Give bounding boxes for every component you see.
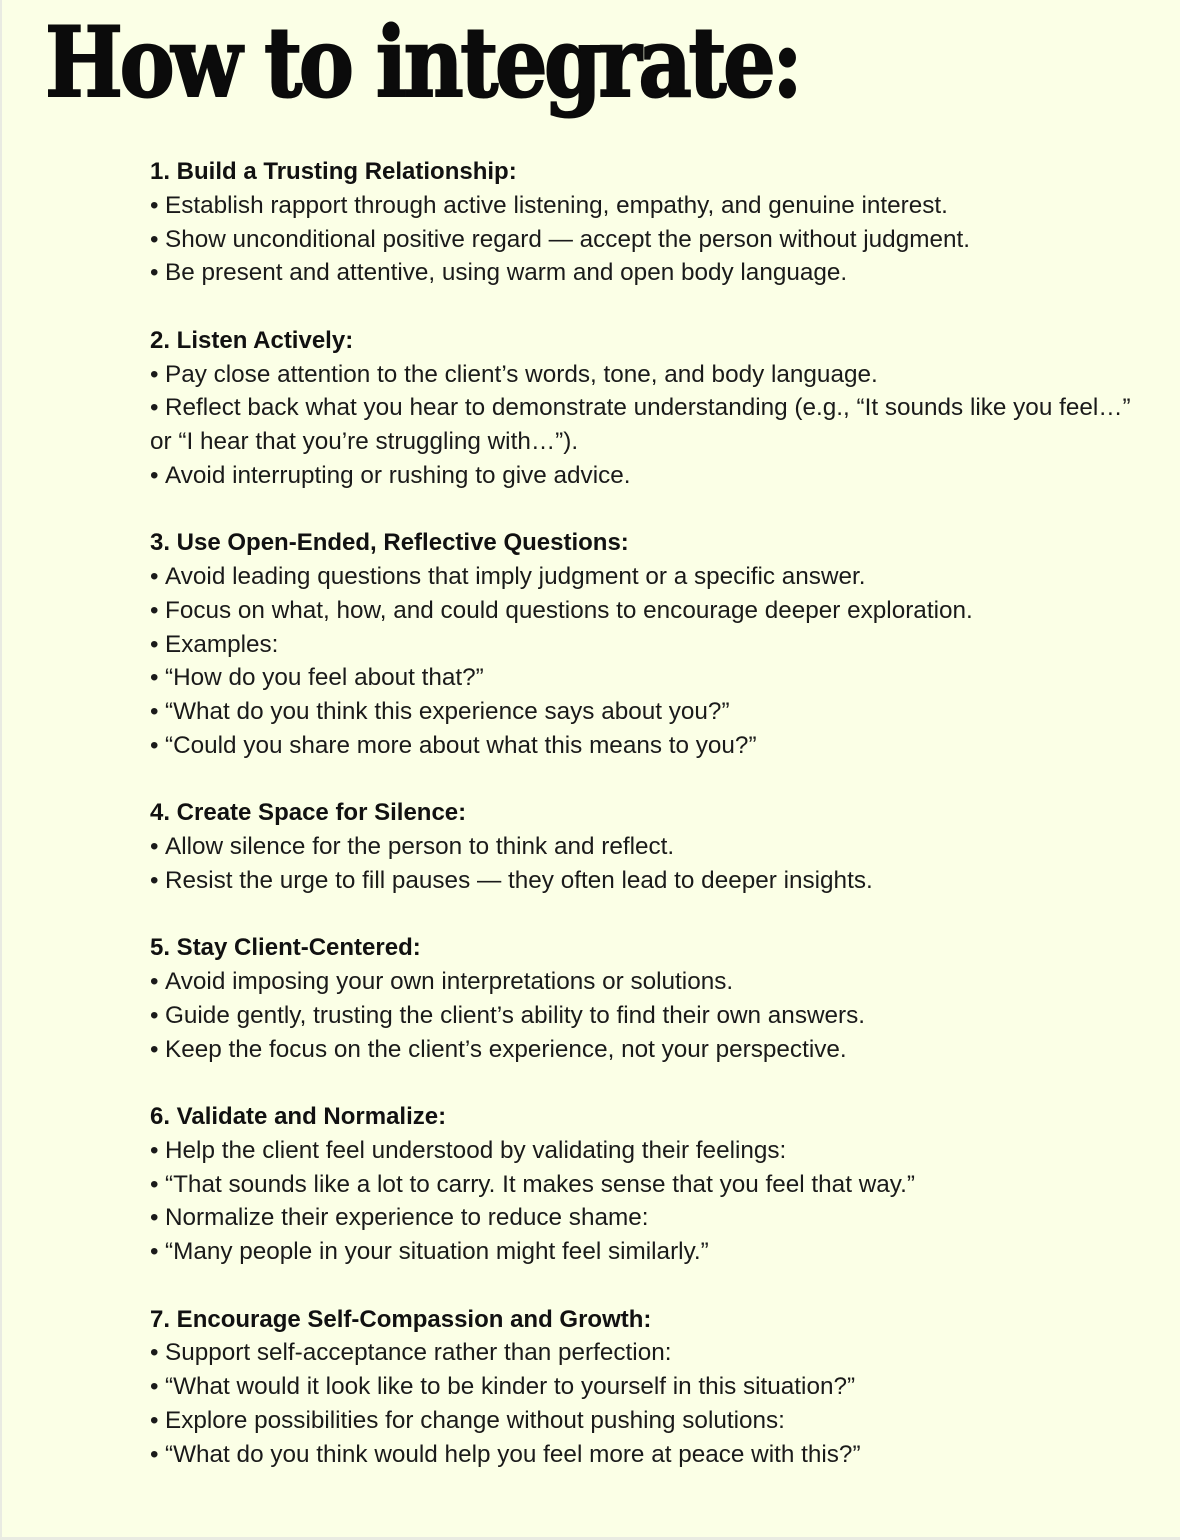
bullet-icon: • — [150, 1035, 159, 1063]
list-item-text: Establish rapport through active listening, empathy, and genuine interest. — [165, 191, 948, 219]
list-item — [150, 830, 1150, 864]
list-item-text: Normalize their experience to reduce shame: — [165, 1204, 649, 1232]
list-item — [150, 459, 1150, 493]
list-item-text: Reflect back what you hear to demonstrate understanding (e.g., “It sounds like you feel…” or “I hear that you’re struggling with…”). — [150, 394, 1131, 455]
list-item-text: “How do you feel about that?” — [165, 664, 484, 692]
list-item — [150, 223, 1150, 257]
list-item-text: Examples: — [165, 630, 279, 658]
bullet-icon: • — [150, 563, 159, 590]
page-title: How to integrate: — [45, 6, 800, 119]
list-item-text: “Many people in your situation might feel similarly.” — [165, 1238, 709, 1265]
list-item — [150, 1134, 1150, 1168]
bullet-icon: • — [150, 360, 159, 388]
list-item-text: Help the client feel understood by validating their feelings: — [165, 1136, 787, 1164]
section-heading: 4. Create Space for Silence: — [150, 799, 467, 827]
list-item-text: “What do you think this experience says about you?” — [165, 698, 730, 725]
list-item-text: Support self-acceptance rather than perfection: — [165, 1339, 672, 1367]
list-item — [150, 999, 1150, 1033]
list-item — [150, 256, 1150, 290]
section-self-compassion — [150, 1303, 1150, 1472]
section-heading: 7. Encourage Self-Compassion and Growth: — [150, 1305, 652, 1333]
bullet-icon: • — [150, 1238, 159, 1265]
list-item — [150, 729, 1150, 763]
bullet-icon: • — [150, 731, 159, 759]
section-listen-actively — [150, 324, 1150, 493]
list-item — [150, 189, 1150, 223]
list-item — [150, 864, 1150, 898]
section-trusting-relationship — [150, 155, 1150, 290]
bullet-icon: • — [150, 1204, 159, 1232]
list-item-text: Allow silence for the person to think and reflect. — [165, 833, 675, 860]
section-client-centered — [150, 931, 1150, 1066]
bullet-icon: • — [150, 1170, 159, 1198]
list-item — [150, 358, 1150, 392]
list-item-text: Explore possibilities for change without pushing solutions: — [165, 1406, 785, 1434]
bullet-icon: • — [150, 1406, 159, 1434]
list-item — [150, 628, 1150, 662]
bullet-icon: • — [150, 191, 159, 219]
document-page — [2, 0, 1180, 1537]
list-item-text: “Could you share more about what this means to you?” — [165, 731, 757, 759]
list-item-text: Focus on what, how, and could questions to encourage deeper exploration. — [165, 596, 973, 624]
bullet-icon: • — [150, 1373, 159, 1400]
list-item — [150, 391, 1150, 459]
list-item — [150, 1370, 1150, 1404]
bullet-icon: • — [150, 225, 159, 253]
list-item — [150, 695, 1150, 729]
bullet-icon: • — [150, 664, 159, 692]
bullet-icon: • — [150, 259, 159, 287]
bullet-icon: • — [150, 833, 159, 860]
section-heading: 3. Use Open-Ended, Reflective Questions: — [150, 529, 629, 557]
list-item — [150, 1438, 1150, 1472]
section-validate-normalize — [150, 1100, 1150, 1269]
section-heading: 2. Listen Actively: — [150, 326, 354, 354]
section-heading: 1. Build a Trusting Relationship: — [150, 158, 517, 185]
list-item-text: Avoid leading questions that imply judgment or a specific answer. — [165, 563, 866, 590]
list-item-text: Resist the urge to fill pauses — they often lead to deeper insights. — [165, 866, 873, 894]
list-item-text: “What do you think would help you feel more at peace with this?” — [165, 1440, 861, 1468]
list-item-text: Be present and attentive, using warm and open body language. — [165, 259, 848, 287]
list-item-text: Avoid interrupting or rushing to give advice. — [165, 461, 631, 489]
bullet-icon: • — [150, 1339, 159, 1367]
bullet-icon: • — [150, 394, 159, 422]
list-item-text: Show unconditional positive regard — accept the person without judgment. — [165, 225, 970, 253]
list-item — [150, 1168, 1150, 1202]
list-item — [150, 594, 1150, 628]
list-item — [150, 560, 1150, 594]
list-item — [150, 661, 1150, 695]
list-item-text: Pay close attention to the client’s words, tone, and body language. — [165, 360, 878, 388]
bullet-icon: • — [150, 1440, 159, 1468]
list-item-text: “What would it look like to be kinder to yourself in this situation?” — [165, 1373, 856, 1400]
bullet-icon: • — [150, 968, 159, 995]
bullet-icon: • — [150, 866, 159, 894]
bullet-icon: • — [150, 1136, 159, 1164]
list-item-text: Avoid imposing your own interpretations or solutions. — [165, 968, 734, 995]
steps-list — [150, 155, 1150, 1505]
list-item-text: Keep the focus on the client’s experience, not your perspective. — [165, 1035, 847, 1063]
list-item — [150, 1235, 1150, 1269]
list-item — [150, 1201, 1150, 1235]
list-item-text: “That sounds like a lot to carry. It makes sense that you feel that way.” — [165, 1170, 915, 1198]
bullet-icon: • — [150, 596, 159, 624]
bullet-icon: • — [150, 1001, 159, 1029]
bullet-icon: • — [150, 461, 159, 489]
list-item — [150, 1033, 1150, 1067]
section-heading: 6. Validate and Normalize: — [150, 1103, 447, 1130]
section-open-ended-questions — [150, 526, 1150, 762]
bullet-icon: • — [150, 698, 159, 725]
section-heading: 5. Stay Client-Centered: — [150, 934, 421, 962]
list-item-text: Guide gently, trusting the client’s ability to find their own answers. — [165, 1001, 866, 1029]
section-space-for-silence — [150, 796, 1150, 897]
bullet-icon: • — [150, 630, 159, 658]
list-item — [150, 1404, 1150, 1438]
list-item — [150, 965, 1150, 999]
list-item — [150, 1336, 1150, 1370]
